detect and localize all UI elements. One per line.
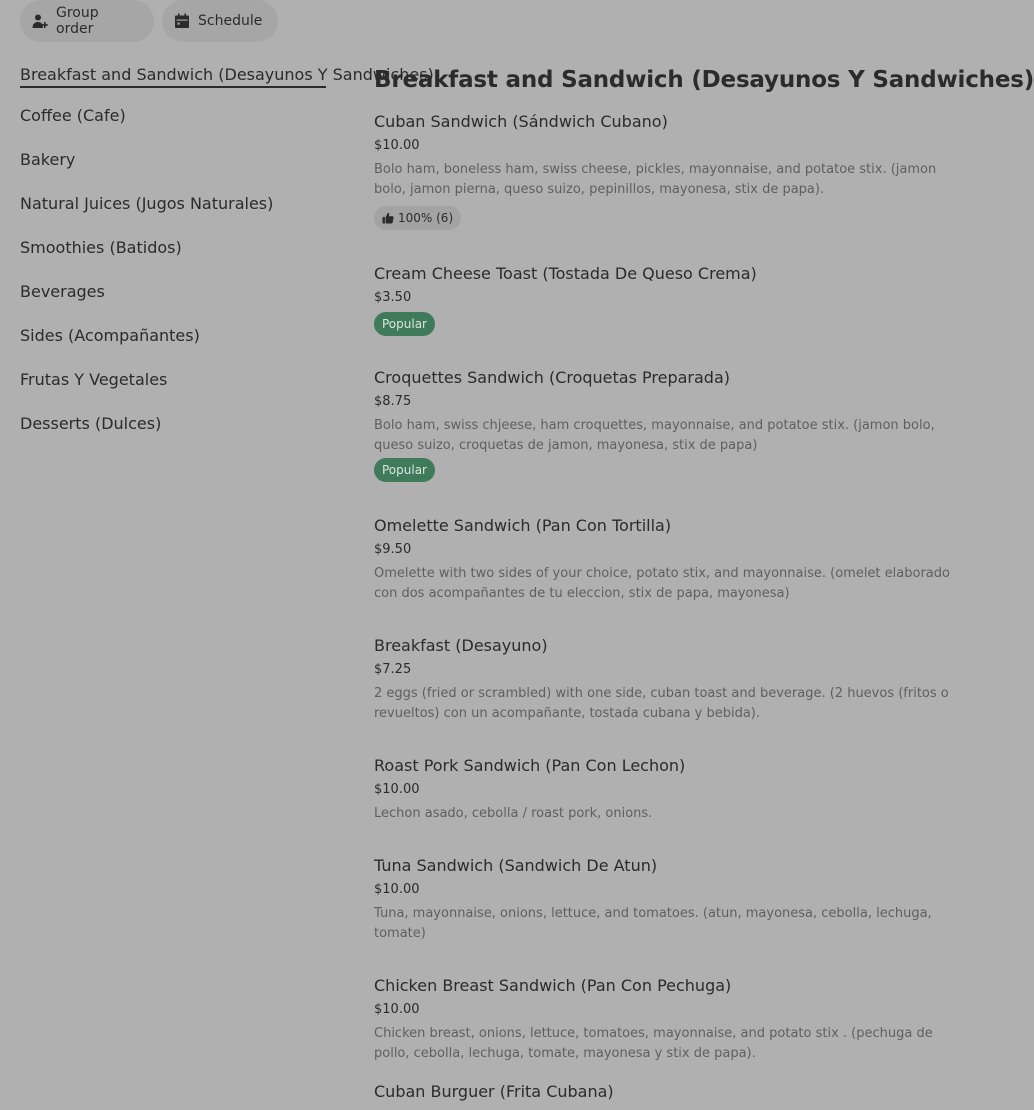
menu-item-name: Tuna Sandwich (Sandwich De Atun) (374, 856, 658, 875)
sidebar-item-desserts[interactable] (20, 402, 330, 446)
group-order-button[interactable] (20, 0, 154, 42)
add-person-icon (32, 13, 48, 29)
menu-item-chicken-breast-sandwich[interactable] (374, 974, 964, 1080)
sidebar-item-label: Natural Juices (Jugos Naturales) (20, 194, 274, 213)
menu-item-price: $10.00 (374, 138, 420, 153)
sidebar-item-sides[interactable] (20, 314, 330, 358)
menu-item-price: $7.25 (374, 662, 412, 677)
menu-item-name: Cuban Sandwich (Sándwich Cubano) (374, 112, 668, 131)
sidebar-item-label: Beverages (20, 282, 105, 301)
sidebar-item-label: Breakfast and Sandwich (Desayunos Y Sandwiches) (20, 65, 326, 88)
menu-item-cuban-sandwich[interactable] (374, 110, 964, 262)
sidebar-item-smoothies[interactable] (20, 226, 330, 270)
menu-item-name: Breakfast (Desayuno) (374, 636, 548, 655)
schedule-button[interactable] (162, 0, 278, 42)
menu-item-description: Bolo ham, boneless ham, swiss cheese, pickles, mayonnaise, and potatoe stix. (jamon bolo, jamon pierna, queso suizo, pepinillos, mayonesa, stix de papa). (374, 162, 937, 197)
menu-item-name: Croquettes Sandwich (Croquetas Preparada) (374, 368, 731, 387)
menu-item-price: $10.00 (374, 1002, 420, 1017)
popular-badge: Popular (374, 458, 435, 482)
sidebar-item-bakery[interactable] (20, 138, 330, 182)
calendar-icon (174, 13, 190, 29)
rating-text: 100% (6) (398, 211, 454, 225)
rating-badge (374, 206, 461, 230)
section-title: Breakfast and Sandwich (Desayunos Y Sandwiches) (374, 67, 1034, 93)
menu-item-cream-cheese-toast[interactable] (374, 262, 964, 366)
menu-item-description: 2 eggs (fried or scrambled) with one side, cuban toast and beverage. (2 huevos (fritos o revueltos) con un acompañante, tostada cubana y bebida). (374, 686, 949, 721)
menu-item-price: $10.00 (374, 882, 420, 897)
menu-item-tuna-sandwich[interactable] (374, 854, 964, 974)
menu-item-name: Chicken Breast Sandwich (Pan Con Pechuga) (374, 976, 732, 995)
menu-item-price: $9.50 (374, 542, 412, 557)
sidebar-item-label: Sides (Acompañantes) (20, 326, 200, 345)
sidebar-item-beverages[interactable] (20, 270, 330, 314)
sidebar-item-coffee[interactable] (20, 94, 330, 138)
popular-badge: Popular (374, 312, 435, 336)
sidebar-item-label: Coffee (Cafe) (20, 106, 126, 125)
menu-item-description: Chicken breast, onions, lettuce, tomatoes, mayonnaise, and potato stix . (pechuga de pollo, cebolla, lechuga, tomate, mayonesa y stix de papa). (374, 1026, 933, 1061)
menu-item-price: $8.75 (374, 394, 412, 409)
menu-item-description: Tuna, mayonnaise, onions, lettuce, and tomatoes. (atun, mayonesa, cebolla, lechuga, tomate) (374, 906, 932, 941)
group-order-label: Group order (56, 5, 99, 37)
menu-item-description: Lechon asado, cebolla / roast pork, onions. (374, 806, 653, 821)
sidebar-item-label: Bakery (20, 150, 76, 169)
menu-item-name: Cuban Burguer (Frita Cubana) (374, 1082, 614, 1101)
menu-item-name: Omelette Sandwich (Pan Con Tortilla) (374, 516, 672, 535)
thumbs-up-icon (382, 212, 394, 224)
menu-item-breakfast[interactable] (374, 634, 964, 754)
menu-item-cuban-burguer[interactable] (374, 1080, 964, 1104)
menu-item-description: Bolo ham, swiss chjeese, ham croquettes, mayonnaise, and potatoe stix. (jamon bolo, queso suizo, croquetas de jamon, mayonesa, stix de papa) (374, 418, 935, 453)
sidebar-item-label: Smoothies (Batidos) (20, 238, 182, 257)
menu-item-description: Omelette with two sides of your choice, potato stix, and mayonnaise. (omelet elaborado con dos acompañantes de tu eleccion, stix de papa, mayonesa) (374, 566, 950, 601)
schedule-label: Schedule (198, 13, 263, 29)
menu-item-price: $3.50 (374, 290, 412, 305)
menu-item-croquettes-sandwich[interactable] (374, 366, 964, 514)
sidebar-item-label: Desserts (Dulces) (20, 414, 162, 433)
sidebar-item-natural-juices[interactable] (20, 182, 330, 226)
menu-item-name: Roast Pork Sandwich (Pan Con Lechon) (374, 756, 686, 775)
menu-item-roast-pork-sandwich[interactable] (374, 754, 964, 854)
sidebar-item-label: Frutas Y Vegetales (20, 370, 168, 389)
menu-item-omelette-sandwich[interactable] (374, 514, 964, 634)
sidebar-item-breakfast-and-sandwich[interactable] (20, 60, 434, 90)
menu-section (374, 60, 1034, 1104)
menu-item-price: $10.00 (374, 782, 420, 797)
sidebar-item-frutas-y-vegetales[interactable] (20, 358, 330, 402)
menu-item-name: Cream Cheese Toast (Tostada De Queso Crema) (374, 264, 757, 283)
